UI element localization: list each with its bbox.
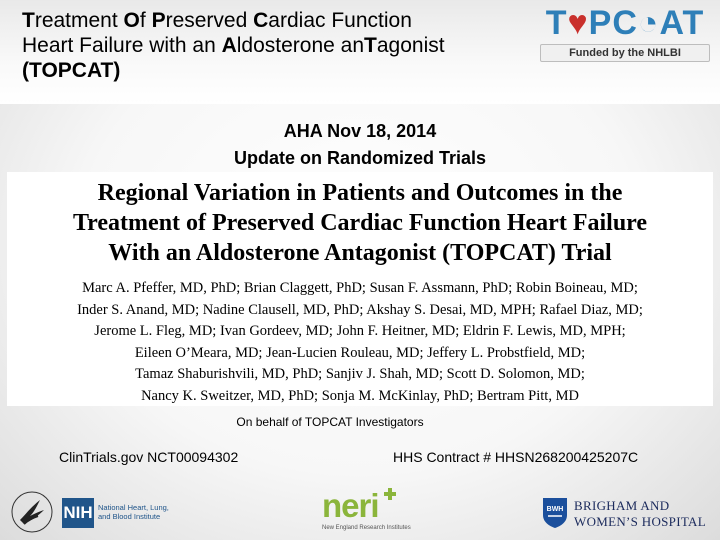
paper-title-line: With an Aldosterone Antagonist (TOPCAT) Trial [108, 240, 612, 266]
author-line: Jerome L. Fleg, MD; Ivan Gordeev, MD; John F. Heitner, MD; Eldrin F. Lewis, MD, MPH; [94, 323, 626, 339]
title-text: f [139, 9, 152, 32]
nhlbi-name: National Heart, Lung, and Blood Institute [98, 503, 169, 521]
acronym-initial: P [151, 9, 166, 32]
neri-logo [318, 486, 411, 534]
paper-title-line: Treatment of Preserved Cardiac Function Heart Failure [72, 210, 648, 236]
paper-authors [7, 278, 713, 407]
title-text: ardiac Function [268, 9, 412, 32]
meeting-heading [0, 118, 720, 172]
bwh-name: BRIGHAM AND WOMEN’S HOSPITAL [574, 498, 706, 529]
author-line: Tamaz Shaburishvili, MD, PhD; Sanjiv J. Shah, MD; Scott D. Solomon, MD; [135, 366, 585, 382]
meeting-session: Update on Randomized Trials [233, 148, 487, 168]
acronym-initial: O [123, 9, 140, 32]
acronym-initial: T [22, 9, 35, 32]
title-text: ldosterone an [236, 34, 365, 57]
topcat-logo [536, 4, 714, 60]
neri-dots-icon [384, 488, 396, 500]
nih-nhlbi-logo [62, 498, 202, 528]
funded-by-banner: Funded by the NHLBI [540, 44, 710, 62]
title-text: reserved [165, 9, 254, 32]
heart-icon: ♥ [567, 4, 589, 42]
title-text: agonist [376, 34, 445, 57]
neri-full-name: New England Research Institutes [322, 525, 411, 531]
slide-title-acronym: (TOPCAT) [22, 59, 121, 82]
author-line: Nancy K. Sweitzer, MD, PhD; Sonja M. McKinlay, PhD; Bertram Pitt, MD [141, 387, 579, 404]
bwh-shield-text: BWH [546, 506, 564, 513]
nih-badge: NIH [62, 498, 94, 528]
behalf-note: On behalf of TOPCAT Investigators [236, 415, 424, 429]
topcat-wordmark: T♥PC◔AT [545, 4, 705, 42]
paper-title-line: Regional Variation in Patients and Outcomes in the [97, 180, 623, 206]
author-line: Eileen O’Meara, MD; Jean-Lucien Rouleau, MD; Jeffery L. Probstfield, MD; [134, 344, 586, 361]
bwh-shield-icon [542, 497, 568, 529]
meeting-date: AHA Nov 18, 2014 [283, 121, 437, 141]
acronym-initial: C [253, 9, 269, 32]
title-text: reatment [34, 9, 124, 32]
slide-title-line-2 [22, 33, 522, 58]
hhs-contract: HHS Contract # HHSN268200425207C [393, 449, 639, 465]
cat-icon: ◔ [637, 4, 660, 42]
slide-title-line-1 [22, 8, 522, 33]
acronym-initial: A [221, 34, 237, 57]
brigham-womens-logo [542, 497, 714, 531]
neri-wordmark: neri [322, 487, 379, 524]
hhs-seal-icon [10, 490, 54, 534]
author-line: Marc A. Pfeffer, MD, PhD; Brian Claggett, PhD; Susan F. Assmann, PhD; Robin Boineau, MD; [82, 280, 638, 296]
title-text: Heart Failure with an [22, 34, 222, 57]
acronym-initial: T [364, 34, 377, 57]
clintrials-id: ClinTrials.gov NCT00094302 [59, 449, 239, 465]
author-line: Inder S. Anand, MD; Nadine Clausell, MD, PhD; Akshay S. Desai, MD, MPH; Rafael Diaz, MD; [77, 301, 643, 318]
paper-excerpt [7, 172, 713, 406]
paper-title [7, 178, 713, 268]
slide-title [22, 8, 522, 83]
